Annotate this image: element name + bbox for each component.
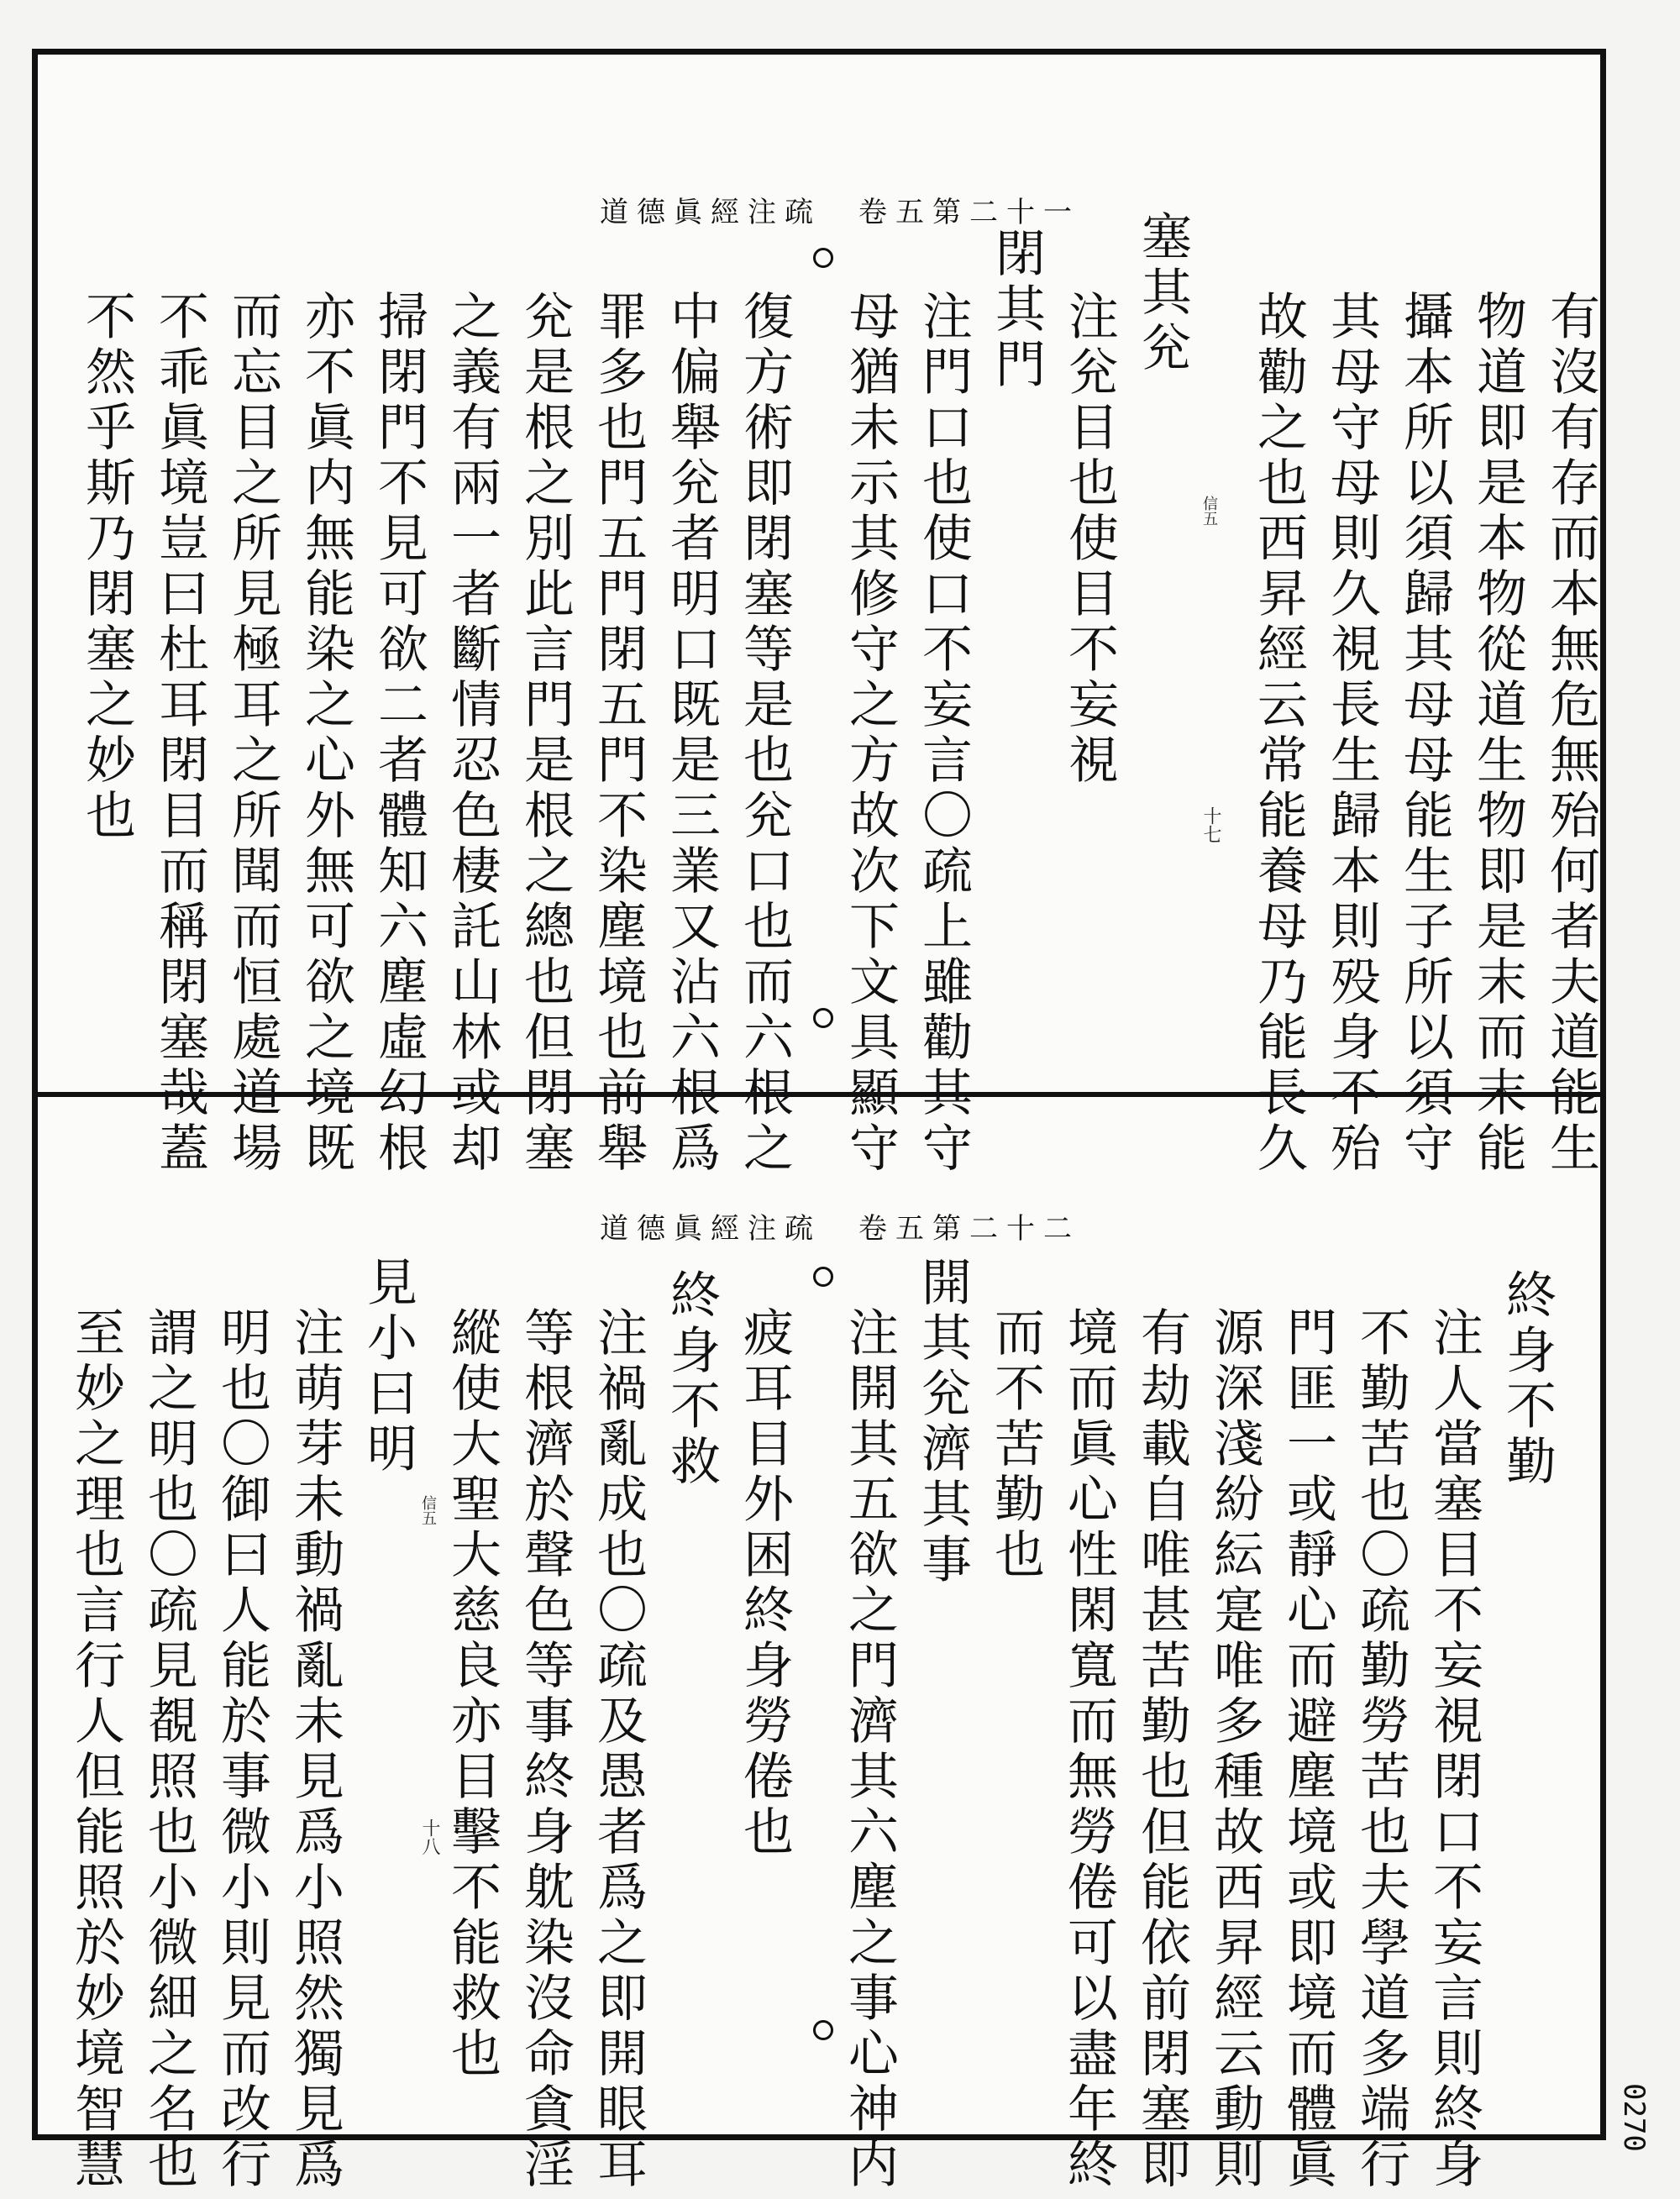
upper-column-1: 有沒有存而本無危無殆何者夫道能生 bbox=[1541, 290, 1600, 1177]
upper-folio-number: 十七 bbox=[1200, 806, 1221, 843]
lower-column-13: 注禍亂成也〇疏及愚者爲之即開眼耳 bbox=[589, 1306, 648, 2193]
page-number-box bbox=[1617, 2083, 1651, 2167]
lower-column-16: 見小曰明 bbox=[359, 1256, 417, 1477]
lower-column-17: 注萌芽未動禍亂未見爲小照然獨見爲 bbox=[286, 1306, 344, 2193]
lower-column-12: 終身不救 bbox=[662, 1268, 721, 1490]
lower-column-8: 而不苦勤也 bbox=[986, 1306, 1045, 1583]
lower-column-5: 源深淺紛紜寔唯多種故西昇經云動則 bbox=[1205, 1306, 1264, 2193]
lower-column-3: 不勤苦也〇疏勤勞苦也夫學道多端行 bbox=[1352, 1306, 1410, 2193]
upper-column-18: 而忘目之所見極耳之所聞而恒處道場 bbox=[223, 290, 282, 1177]
upper-column-9: 注門口也使口不妄言〇疏上雖勸其守 bbox=[914, 290, 973, 1177]
lower-section-circle-bottom bbox=[813, 2020, 833, 2040]
lower-column-1: 終身不勤 bbox=[1498, 1268, 1557, 1490]
upper-column-13: 罪多也門五門閉五門不染塵境也前舉 bbox=[589, 290, 648, 1177]
upper-section-circle-top bbox=[813, 248, 833, 268]
upper-section-circle-bottom bbox=[813, 1008, 833, 1028]
lower-folio-number: 十八 bbox=[419, 1819, 440, 1855]
upper-column-2: 物道即是本物從道生物即是末而末能 bbox=[1468, 290, 1527, 1177]
upper-column-12: 中偏舉兊者明口既是三業又沾六根爲 bbox=[662, 290, 721, 1177]
lower-column-4: 門匪一或靜心而避塵境或即境而體眞 bbox=[1278, 1306, 1337, 2193]
lower-column-10: 注開其五欲之門濟其六塵之事心神内 bbox=[840, 1306, 899, 2193]
lower-column-20: 至妙之理也言行人但能照於妙境智慧 bbox=[66, 1306, 125, 2193]
upper-column-7: 注兊目也使目不妄視 bbox=[1060, 290, 1119, 789]
lower-column-11: 疲耳目外困終身勞倦也 bbox=[735, 1306, 794, 1860]
upper-column-5: 故勸之也西昇經云常能養母乃能長久 bbox=[1249, 290, 1308, 1177]
upper-column-11: 復方術即閉塞等是也兊口也而六根之 bbox=[735, 290, 794, 1177]
page-number: 0270 bbox=[1617, 2083, 1651, 2152]
lower-column-14: 等根濟於聲色等事終身躭染沒命貪淫 bbox=[516, 1306, 575, 2193]
upper-column-16: 掃閉門不見可欲二者體知六塵虛幻根 bbox=[370, 290, 428, 1177]
upper-column-6: 塞其兊 bbox=[1133, 210, 1192, 376]
upper-column-20: 不然乎斯乃閉塞之妙也 bbox=[77, 290, 136, 844]
upper-column-10: 母猶未示其修守之方故次下文具顯守 bbox=[841, 290, 900, 1177]
upper-column-3: 攝本所以須歸其母母能生子所以須守 bbox=[1395, 290, 1454, 1177]
lower-column-18: 明也〇御曰人能於事微小則見而改行 bbox=[213, 1306, 271, 2193]
upper-column-15: 之義有兩一者斷情忍色棲託山林或却 bbox=[443, 290, 501, 1177]
upper-column-4: 其母守母則久視長生歸本則殁身不殆 bbox=[1322, 290, 1381, 1177]
lower-column-2: 注人當塞目不妄視閉口不妄言則終身 bbox=[1425, 1306, 1483, 2193]
lower-running-header: 道德眞經注疏 卷五第二十二 bbox=[600, 1212, 1080, 1246]
lower-column-7: 境而眞心性閑寬而無勞倦可以盡年終 bbox=[1059, 1306, 1118, 2193]
lower-folio-tag: 信五 bbox=[419, 1495, 437, 1525]
lower-section-circle-top bbox=[813, 1267, 833, 1287]
upper-column-14: 兊是根之別此言門是根之總也但閉塞 bbox=[516, 290, 575, 1177]
upper-running-header: 道德眞經注疏 卷五第二十一 bbox=[600, 196, 1080, 229]
upper-column-17: 亦不眞内無能染之心外無可欲之境既 bbox=[297, 290, 355, 1177]
upper-column-19: 不乖眞境豈曰杜耳閉目而稱閉塞哉蓋 bbox=[150, 290, 209, 1177]
lower-column-19: 謂之明也〇疏見覩照也小微細之名也 bbox=[139, 1306, 198, 2193]
lower-column-6: 有劫載自唯甚苦勤也但能依前閉塞即 bbox=[1132, 1306, 1191, 2193]
lower-column-9: 開其兊濟其事 bbox=[913, 1256, 972, 1588]
lower-column-15: 縱使大聖大慈良亦目擊不能救也 bbox=[443, 1306, 501, 2082]
upper-column-8: 閉其門 bbox=[987, 227, 1046, 393]
upper-folio-tag: 信五 bbox=[1200, 496, 1218, 526]
